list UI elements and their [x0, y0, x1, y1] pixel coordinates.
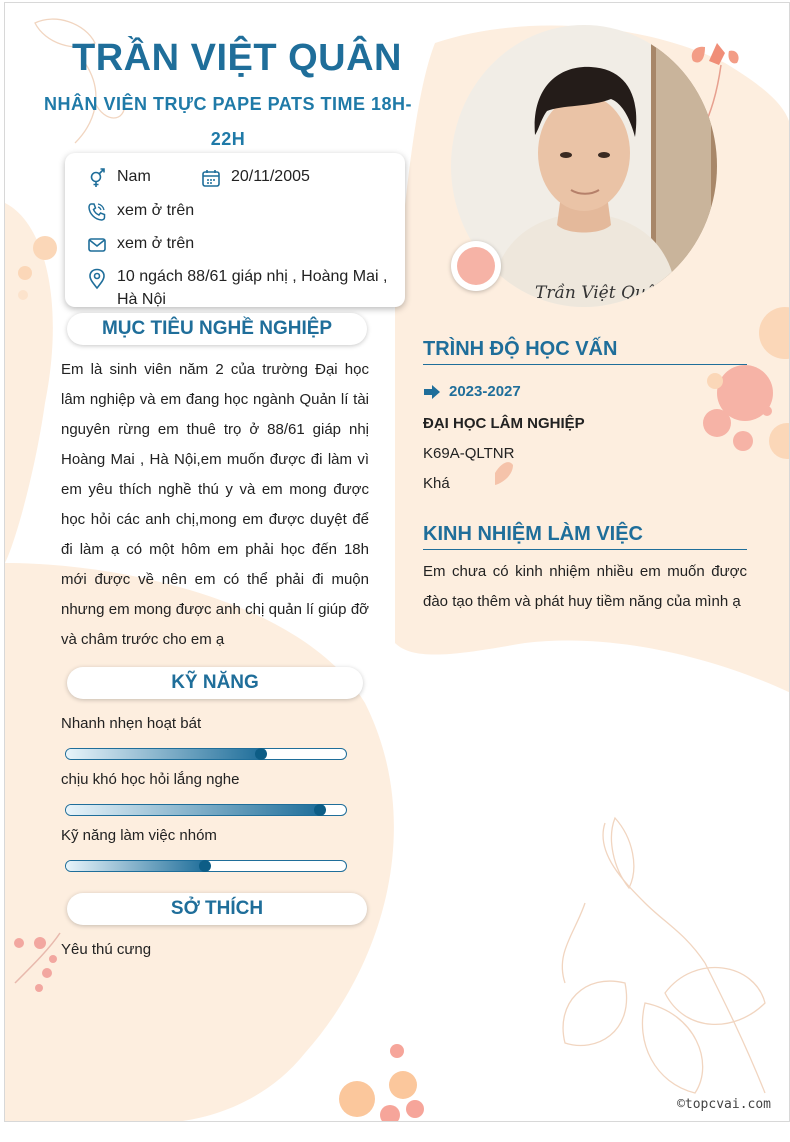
education-divider — [423, 364, 747, 365]
skill-bar-fill — [66, 749, 262, 759]
personal-info-box — [65, 153, 405, 307]
gender-row — [87, 165, 151, 189]
skill-label-1: Nhanh nhẹn hoạt bát — [61, 715, 202, 732]
candidate-name: TRẦN VIỆT QUÂN — [72, 37, 402, 79]
gender-icon — [87, 168, 107, 188]
skill-bar-marker — [314, 804, 326, 816]
career-objective-title: MỤC TIÊU NGHỀ NGHIỆP — [67, 313, 367, 345]
birthdate-value: 20/11/2005 — [231, 168, 310, 185]
address-value: 10 ngách 88/61 giáp nhị , Hoàng Mai , Hà Nội — [117, 268, 388, 308]
education-school: ĐẠI HỌC LÂM NGHIỆP — [423, 415, 585, 432]
education-title: TRÌNH ĐỘ HỌC VẤN — [423, 338, 618, 360]
education-grade: Khá — [423, 475, 450, 492]
skills-title: KỸ NĂNG — [67, 667, 363, 699]
skill-bar-fill — [66, 861, 206, 871]
hobbies-text: Yêu thú cưng — [61, 941, 152, 958]
photo-signature: Trần Việt Quân — [535, 283, 667, 303]
skill-label-2: chịu khó học hỏi lắng nghe — [61, 771, 240, 788]
career-objective-text: Em là sinh viên năm 2 của trường Đại học lâm nghiệp và em đang học ngành Quản lí tài nguyên rừng em thuê trọ ở 88/61 giáp nhị Hoàng Mai , Hà Nội,em muốn được đi làm vì em yêu thích nghề thú y và em mong được học hỏi các anh chị,mong em được duyệt để đi làm ạ có một hôm em phải học đến 18h mới được về nên em có thể phải đi muộn nhưng em mong được anh chị quản lí giúp đỡ và châm trước cho em ạ — [61, 361, 369, 648]
skill-bar-fill — [66, 805, 321, 815]
gender-value: Nam — [117, 168, 151, 185]
photo-decor-circle — [451, 241, 501, 291]
cv-page — [4, 2, 790, 1122]
birthdate-row — [201, 165, 310, 189]
education-period: 2023-2027 — [449, 383, 521, 400]
skill-bar-1 — [65, 748, 347, 760]
watermark: ©topcvai.com — [677, 1097, 771, 1112]
education-period-row — [423, 383, 521, 400]
experience-divider — [423, 549, 747, 550]
phone-icon — [87, 202, 107, 222]
phone-row — [87, 199, 194, 223]
skill-bar-2 — [65, 804, 347, 816]
skill-bar-marker — [199, 860, 211, 872]
phone-value: xem ở trên — [117, 202, 195, 219]
skill-bar-marker — [255, 748, 267, 760]
address-row — [87, 265, 397, 311]
hobbies-title: SỞ THÍCH — [67, 893, 367, 925]
experience-text: Em chưa có kinh nhiệm nhiều em muốn được đào tạo thêm và phát huy tiềm năng của mình ạ — [423, 563, 747, 610]
skill-bar-3 — [65, 860, 347, 872]
email-value: xem ở trên — [117, 235, 195, 252]
arrow-right-icon — [423, 384, 441, 400]
skill-label-3: Kỹ năng làm việc nhóm — [61, 827, 217, 844]
job-title: NHÂN VIÊN TRỰC PAPE PATS TIME 18H-22H — [44, 94, 412, 149]
email-row — [87, 232, 194, 256]
location-icon — [87, 268, 107, 290]
experience-title: KINH NHIỆM LÀM VIỆC — [423, 523, 643, 545]
email-icon — [87, 235, 107, 255]
calendar-icon — [201, 168, 221, 188]
education-class: K69A-QLTNR — [423, 445, 515, 462]
